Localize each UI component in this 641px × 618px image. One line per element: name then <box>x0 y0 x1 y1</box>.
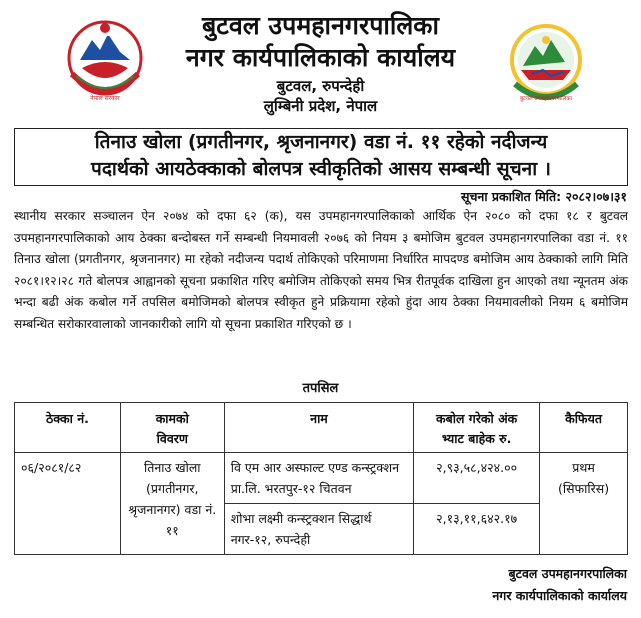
left-emblem-text: नेपाल सरकार <box>90 95 120 102</box>
table-header-row <box>15 403 628 453</box>
address-line1: बुटवल, रुपन्देही <box>276 77 365 95</box>
notice-title-banner <box>14 128 628 186</box>
cell-bidder-name: शोभा लक्ष्मी कन्स्ट्रक्शन सिद्धार्थ नगर-१२, रुपन्देही <box>224 504 414 555</box>
publication-date-label: सूचना प्रकाशित मिति: <box>461 189 562 204</box>
cell-description: तिनाउ खोला (प्रगतीनगर, श्रृजनानगर) वडा नं. ११ <box>120 453 224 555</box>
letterhead <box>0 0 641 126</box>
publication-date <box>461 188 627 205</box>
address-line2: लुम्बिनी प्रदेश, नेपाल <box>263 97 378 115</box>
remarks-line1: प्रथम <box>572 460 595 475</box>
signature-line2: नगर कार्यपालिकाको कार्यालय <box>492 588 627 603</box>
table-row <box>15 453 628 504</box>
signature-block <box>492 563 627 607</box>
signature-line1: बुटवल उपमहानगरपालिका <box>508 566 627 581</box>
header-description-line1: कामको <box>155 411 189 426</box>
header-contract-no: ठेक्का नं. <box>15 403 121 453</box>
header-amount <box>414 403 540 453</box>
office-title-line1: बुटवल उपमहानगरपालिका <box>202 11 439 40</box>
header-name: नाम <box>224 403 414 453</box>
nepal-government-emblem-icon <box>66 14 144 106</box>
cell-bidder-name: वि एम आर अस्फाल्ट एण्ड कन्स्ट्रक्शन प्रा.लि. भरतपुर-१२ चितवन <box>224 453 414 504</box>
header-amount-line2: भ्याट बाहेक रु. <box>441 431 512 446</box>
cell-bid-amount: २,१३,११,६४२.१७ <box>414 504 540 555</box>
cell-bid-amount: २,९३,५८,४२४.०० <box>414 453 540 504</box>
publication-date-value: २०८२।०७।३१ <box>565 189 627 204</box>
office-title-line2: नगर कार्यपालिकाको कार्यालय <box>185 43 456 72</box>
header-remarks: कैफियत <box>540 403 628 453</box>
municipality-logo-icon <box>503 18 589 106</box>
cell-remarks <box>540 453 628 555</box>
notice-body-paragraph: स्थानीय सरकार सञ्चालन ऐन २०७४ को दफा ६२ (क), यस उपमहानगरपालिकाको आर्थिक ऐन २०८० को दफा १८ र बुटवल उपमहानगरपालिकाको आय ठेक्का बन्दोबस्त गर्ने सम्बन्धी नियमावली २०७६ को नियम ३ बमोजिम बुटवल उपमहानगरपालिका वडा नं. ११ तिनाउ खोला (प्रगतीनगर, श्रृजनानगर) मा रहेको नदीजन्य पदार्थ तोकिएको परिमाणमा निर्धारित मापदण्ड बमोजिम आय ठेक्काको लागि मिति २०८१।१२।२८ गते बोलपत्र आह्वानको सूचना प्रकाशित गरिए बमोजिम तोकिएको समय भित्र रीतपूर्वक दाखिला हुन आएको तथा न्यूनतम अंक भन्दा बढी अंक कबोल गर्ने तपसिल बमोजिमको बोलपत्र स्वीकृत हुने प्रक्रियामा रहेको हुंदा आय ठेक्का नियमावलीको नियम ६ बमोजिम सम्बन्धित सरोकारवालाको जानकारीको लागि यो सूचना प्रकाशित गरिएको छ । <box>14 209 628 331</box>
header-description <box>120 403 224 453</box>
notice-title-line2: पदार्थको आयठेक्काको बोलपत्र स्वीकृतिको आसय सम्बन्धी सूचना । <box>91 158 551 180</box>
bid-approval-table <box>14 402 628 555</box>
header-description-line2: विवरण <box>156 431 188 446</box>
right-emblem-text: बुटवल उपमहानगरपालिका <box>520 96 572 102</box>
notice-title-line1: तिनाउ खोला (प्रगतीनगर, श्रृजनानगर) वडा नं. ११ रहेको नदीजन्य <box>94 131 548 153</box>
remarks-line2: (सिफारिस) <box>557 481 610 496</box>
header-amount-line1: कबोल गरेको अंक <box>435 411 518 426</box>
cell-contract-no: ०६/२०८१/८२ <box>15 453 121 555</box>
schedule-heading: तपसिल <box>302 381 339 396</box>
